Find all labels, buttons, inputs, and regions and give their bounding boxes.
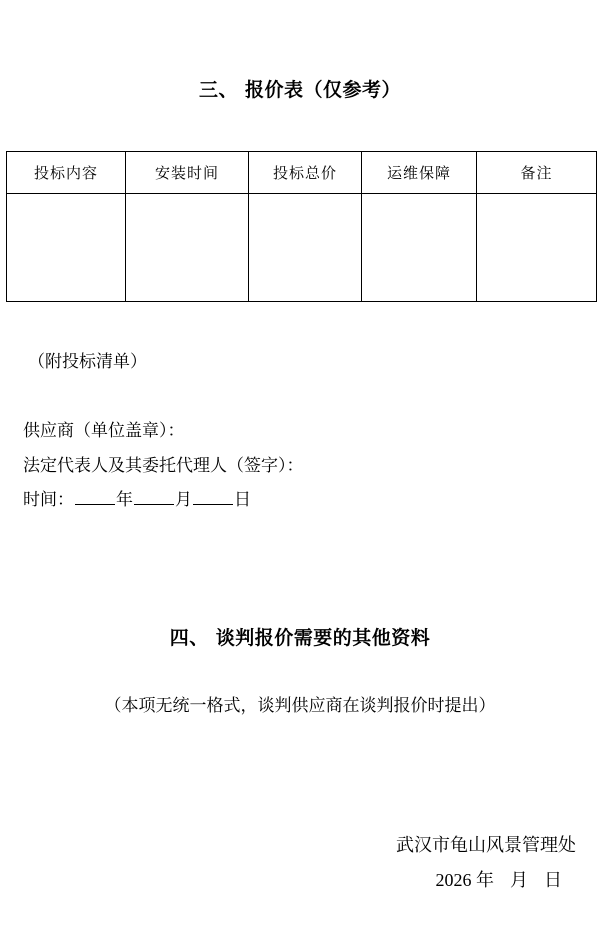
issuing-organization: 武汉市龟山风景管理处 [396,835,576,856]
cell-total-price [249,194,362,302]
attachment-note: （附投标清单） [28,352,147,372]
signature-day-unit: 日 [544,870,562,890]
date-label: 时间： [23,490,74,510]
table-header-row [7,152,597,194]
cell-remarks [477,194,597,302]
header-remarks: 备注 [477,152,597,194]
signature-year: 2026 [435,870,472,890]
section-4-title: 四、 谈判报价需要的其他资料 [169,627,431,649]
date-line [23,485,251,510]
year-blank [75,487,115,505]
legal-rep-signature-label: 法定代表人及其委托代理人（签字）： [23,456,304,476]
cell-install-time [126,194,249,302]
table-row [7,194,597,302]
quote-table [6,151,597,302]
year-unit: 年 [116,490,133,510]
cell-maintenance [362,194,477,302]
signature-date [436,866,563,892]
section-3-title: 三、 报价表（仅参考） [198,79,402,101]
month-unit: 月 [175,490,192,510]
day-blank [193,487,233,505]
section-4-note: （本项无统一格式，谈判供应商在谈判报价时提出） [104,696,496,716]
header-bid-content: 投标内容 [7,152,126,194]
signature-year-unit: 年 [476,870,494,890]
month-blank [134,487,174,505]
header-install-time: 安装时间 [126,152,249,194]
day-unit: 日 [234,490,251,510]
supplier-seal-label: 供应商（单位盖章）： [23,421,185,441]
header-maintenance: 运维保障 [362,152,477,194]
signature-month-unit: 月 [510,870,528,890]
cell-bid-content [7,194,126,302]
header-total-price: 投标总价 [249,152,362,194]
